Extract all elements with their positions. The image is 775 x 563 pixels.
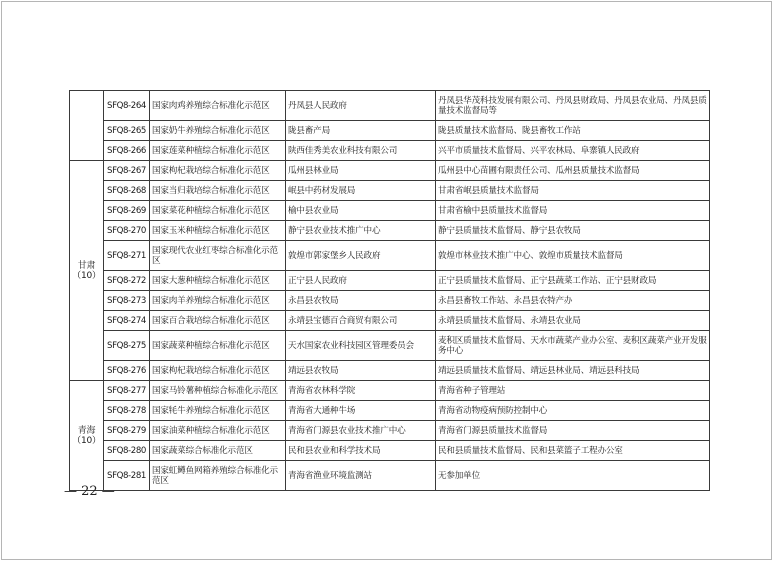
zone-code: SFQ8-276	[104, 361, 150, 381]
undertaking-unit: 榆中县农业局	[286, 201, 436, 221]
zone-code: SFQ8-273	[104, 291, 150, 311]
zone-name: 国家百合栽培综合标准化示范区	[150, 311, 286, 331]
zone-name: 国家肉鸡养殖综合标准化示范区	[150, 91, 286, 121]
table-row	[70, 201, 710, 221]
zone-code: SFQ8-264	[104, 91, 150, 121]
zone-name: 国家虹鳟鱼网箱养殖综合标准化示范区	[150, 461, 286, 491]
undertaking-unit: 青海省门源县农业技术推广中心	[286, 421, 436, 441]
zone-name: 国家牦牛养殖综合标准化示范区	[150, 401, 286, 421]
province-name: 青海	[77, 425, 96, 436]
zone-code: SFQ8-280	[104, 441, 150, 461]
zone-code: SFQ8-270	[104, 221, 150, 241]
undertaking-unit: 永昌县农牧局	[286, 291, 436, 311]
table-body	[70, 91, 710, 491]
undertaking-unit: 靖远县农牧局	[286, 361, 436, 381]
zone-name: 国家当归栽培综合标准化示范区	[150, 181, 286, 201]
participating-units: 靖远县质量技术监督局、靖远县林业局、靖远县科技局	[436, 361, 710, 381]
undertaking-unit: 青海省农林科学院	[286, 381, 436, 401]
zone-name: 国家马铃薯种植综合标准化示范区	[150, 381, 286, 401]
participating-units: 瓜州县中心苗圃有限责任公司、瓜州县质量技术监督局	[436, 161, 710, 181]
zone-name: 国家奶牛养殖综合标准化示范区	[150, 121, 286, 141]
province-cell	[70, 161, 104, 381]
table-row	[70, 141, 710, 161]
undertaking-unit: 天水国家农业科技园区管理委员会	[286, 331, 436, 361]
zone-name: 国家枸杞栽培综合标准化示范区	[150, 361, 286, 381]
undertaking-unit: 民和县农业和科学技术局	[286, 441, 436, 461]
province-count: （10）	[72, 435, 101, 446]
undertaking-unit: 静宁县农业技术推广中心	[286, 221, 436, 241]
undertaking-unit: 瓜州县林业局	[286, 161, 436, 181]
province-cell	[70, 381, 104, 491]
zone-code: SFQ8-268	[104, 181, 150, 201]
undertaking-unit: 陇县畜产局	[286, 121, 436, 141]
participating-units: 永靖县质量技术监督局、永靖县农业局	[436, 311, 710, 331]
zone-code: SFQ8-274	[104, 311, 150, 331]
participating-units: 兴平市质量技术监督局、兴平农林局、阜寨镇人民政府	[436, 141, 710, 161]
zone-code: SFQ8-266	[104, 141, 150, 161]
table-row	[70, 361, 710, 381]
province-count: （10）	[72, 270, 101, 281]
table-row	[70, 421, 710, 441]
table-row	[70, 461, 710, 491]
undertaking-unit: 青海省渔业环境监测站	[286, 461, 436, 491]
participating-units: 青海省门源县质量技术监督局	[436, 421, 710, 441]
zone-name: 国家油菜种植综合标准化示范区	[150, 421, 286, 441]
table-row	[70, 401, 710, 421]
table-row	[70, 181, 710, 201]
participating-units: 永昌县畜牧工作站、永昌县农特产办	[436, 291, 710, 311]
zone-name: 国家枸杞栽培综合标准化示范区	[150, 161, 286, 181]
table-row	[70, 331, 710, 361]
undertaking-unit: 敦煌市郭家堡乡人民政府	[286, 241, 436, 271]
participating-units: 正宁县质量技术监督局、正宁县蔬菜工作站、正宁县财政局	[436, 271, 710, 291]
table-row	[70, 221, 710, 241]
undertaking-unit: 陕西佳秀美农业科技有限公司	[286, 141, 436, 161]
participating-units: 青海省种子管理站	[436, 381, 710, 401]
zone-code: SFQ8-281	[104, 461, 150, 491]
zone-name: 国家肉羊养殖综合标准化示范区	[150, 291, 286, 311]
zone-code: SFQ8-267	[104, 161, 150, 181]
zone-code: SFQ8-265	[104, 121, 150, 141]
page-number: — 22 —	[64, 484, 115, 499]
zone-code: SFQ8-269	[104, 201, 150, 221]
undertaking-unit: 岷县中药材发展局	[286, 181, 436, 201]
zone-code: SFQ8-277	[104, 381, 150, 401]
zone-code: SFQ8-271	[104, 241, 150, 271]
participating-units: 陇县质量技术监督局、陇县畜牧工作站	[436, 121, 710, 141]
table-row	[70, 311, 710, 331]
demonstration-zone-table	[69, 90, 710, 491]
undertaking-unit: 正宁县人民政府	[286, 271, 436, 291]
table-row	[70, 161, 710, 181]
province-cell-continued	[70, 91, 104, 161]
participating-units: 民和县质量技术监督局、民和县菜篮子工程办公室	[436, 441, 710, 461]
participating-units: 青海省动物疫病预防控制中心	[436, 401, 710, 421]
table-row	[70, 291, 710, 311]
zone-name: 国家大葱种植综合标准化示范区	[150, 271, 286, 291]
table-row	[70, 441, 710, 461]
participating-units: 敦煌市林业技术推广中心、敦煌市质量技术监督局	[436, 241, 710, 271]
undertaking-unit: 永靖县宝德百合商贸有限公司	[286, 311, 436, 331]
table-row	[70, 381, 710, 401]
zone-name: 国家现代农业红枣综合标准化示范区	[150, 241, 286, 271]
table-row	[70, 241, 710, 271]
zone-code: SFQ8-272	[104, 271, 150, 291]
table-row	[70, 271, 710, 291]
undertaking-unit: 丹凤县人民政府	[286, 91, 436, 121]
table-row	[70, 121, 710, 141]
table-row	[70, 91, 710, 121]
participating-units: 丹凤县华茂科技发展有限公司、丹凤县财政局、丹凤县农业局、丹凤县质量技术监督局等	[436, 91, 710, 121]
zone-name: 国家蔬菜种植综合标准化示范区	[150, 331, 286, 361]
undertaking-unit: 青海省大通种牛场	[286, 401, 436, 421]
zone-name: 国家蔬菜综合标准化示范区	[150, 441, 286, 461]
participating-units: 甘肃省岷县质量技术监督局	[436, 181, 710, 201]
participating-units: 麦积区质量技术监督局、天水市蔬菜产业办公室、麦积区蔬菜产业开发服务中心	[436, 331, 710, 361]
participating-units: 无参加单位	[436, 461, 710, 491]
province-name: 甘肃	[77, 260, 96, 271]
zone-code: SFQ8-279	[104, 421, 150, 441]
zone-code: SFQ8-278	[104, 401, 150, 421]
zone-name: 国家玉米种植综合标准化示范区	[150, 221, 286, 241]
zone-name: 国家莲菜种植综合标准化示范区	[150, 141, 286, 161]
participating-units: 静宁县质量技术监督局、静宁县农牧局	[436, 221, 710, 241]
zone-code: SFQ8-275	[104, 331, 150, 361]
zone-name: 国家菜花种植综合标准化示范区	[150, 201, 286, 221]
participating-units: 甘肃省榆中县质量技术监督局	[436, 201, 710, 221]
